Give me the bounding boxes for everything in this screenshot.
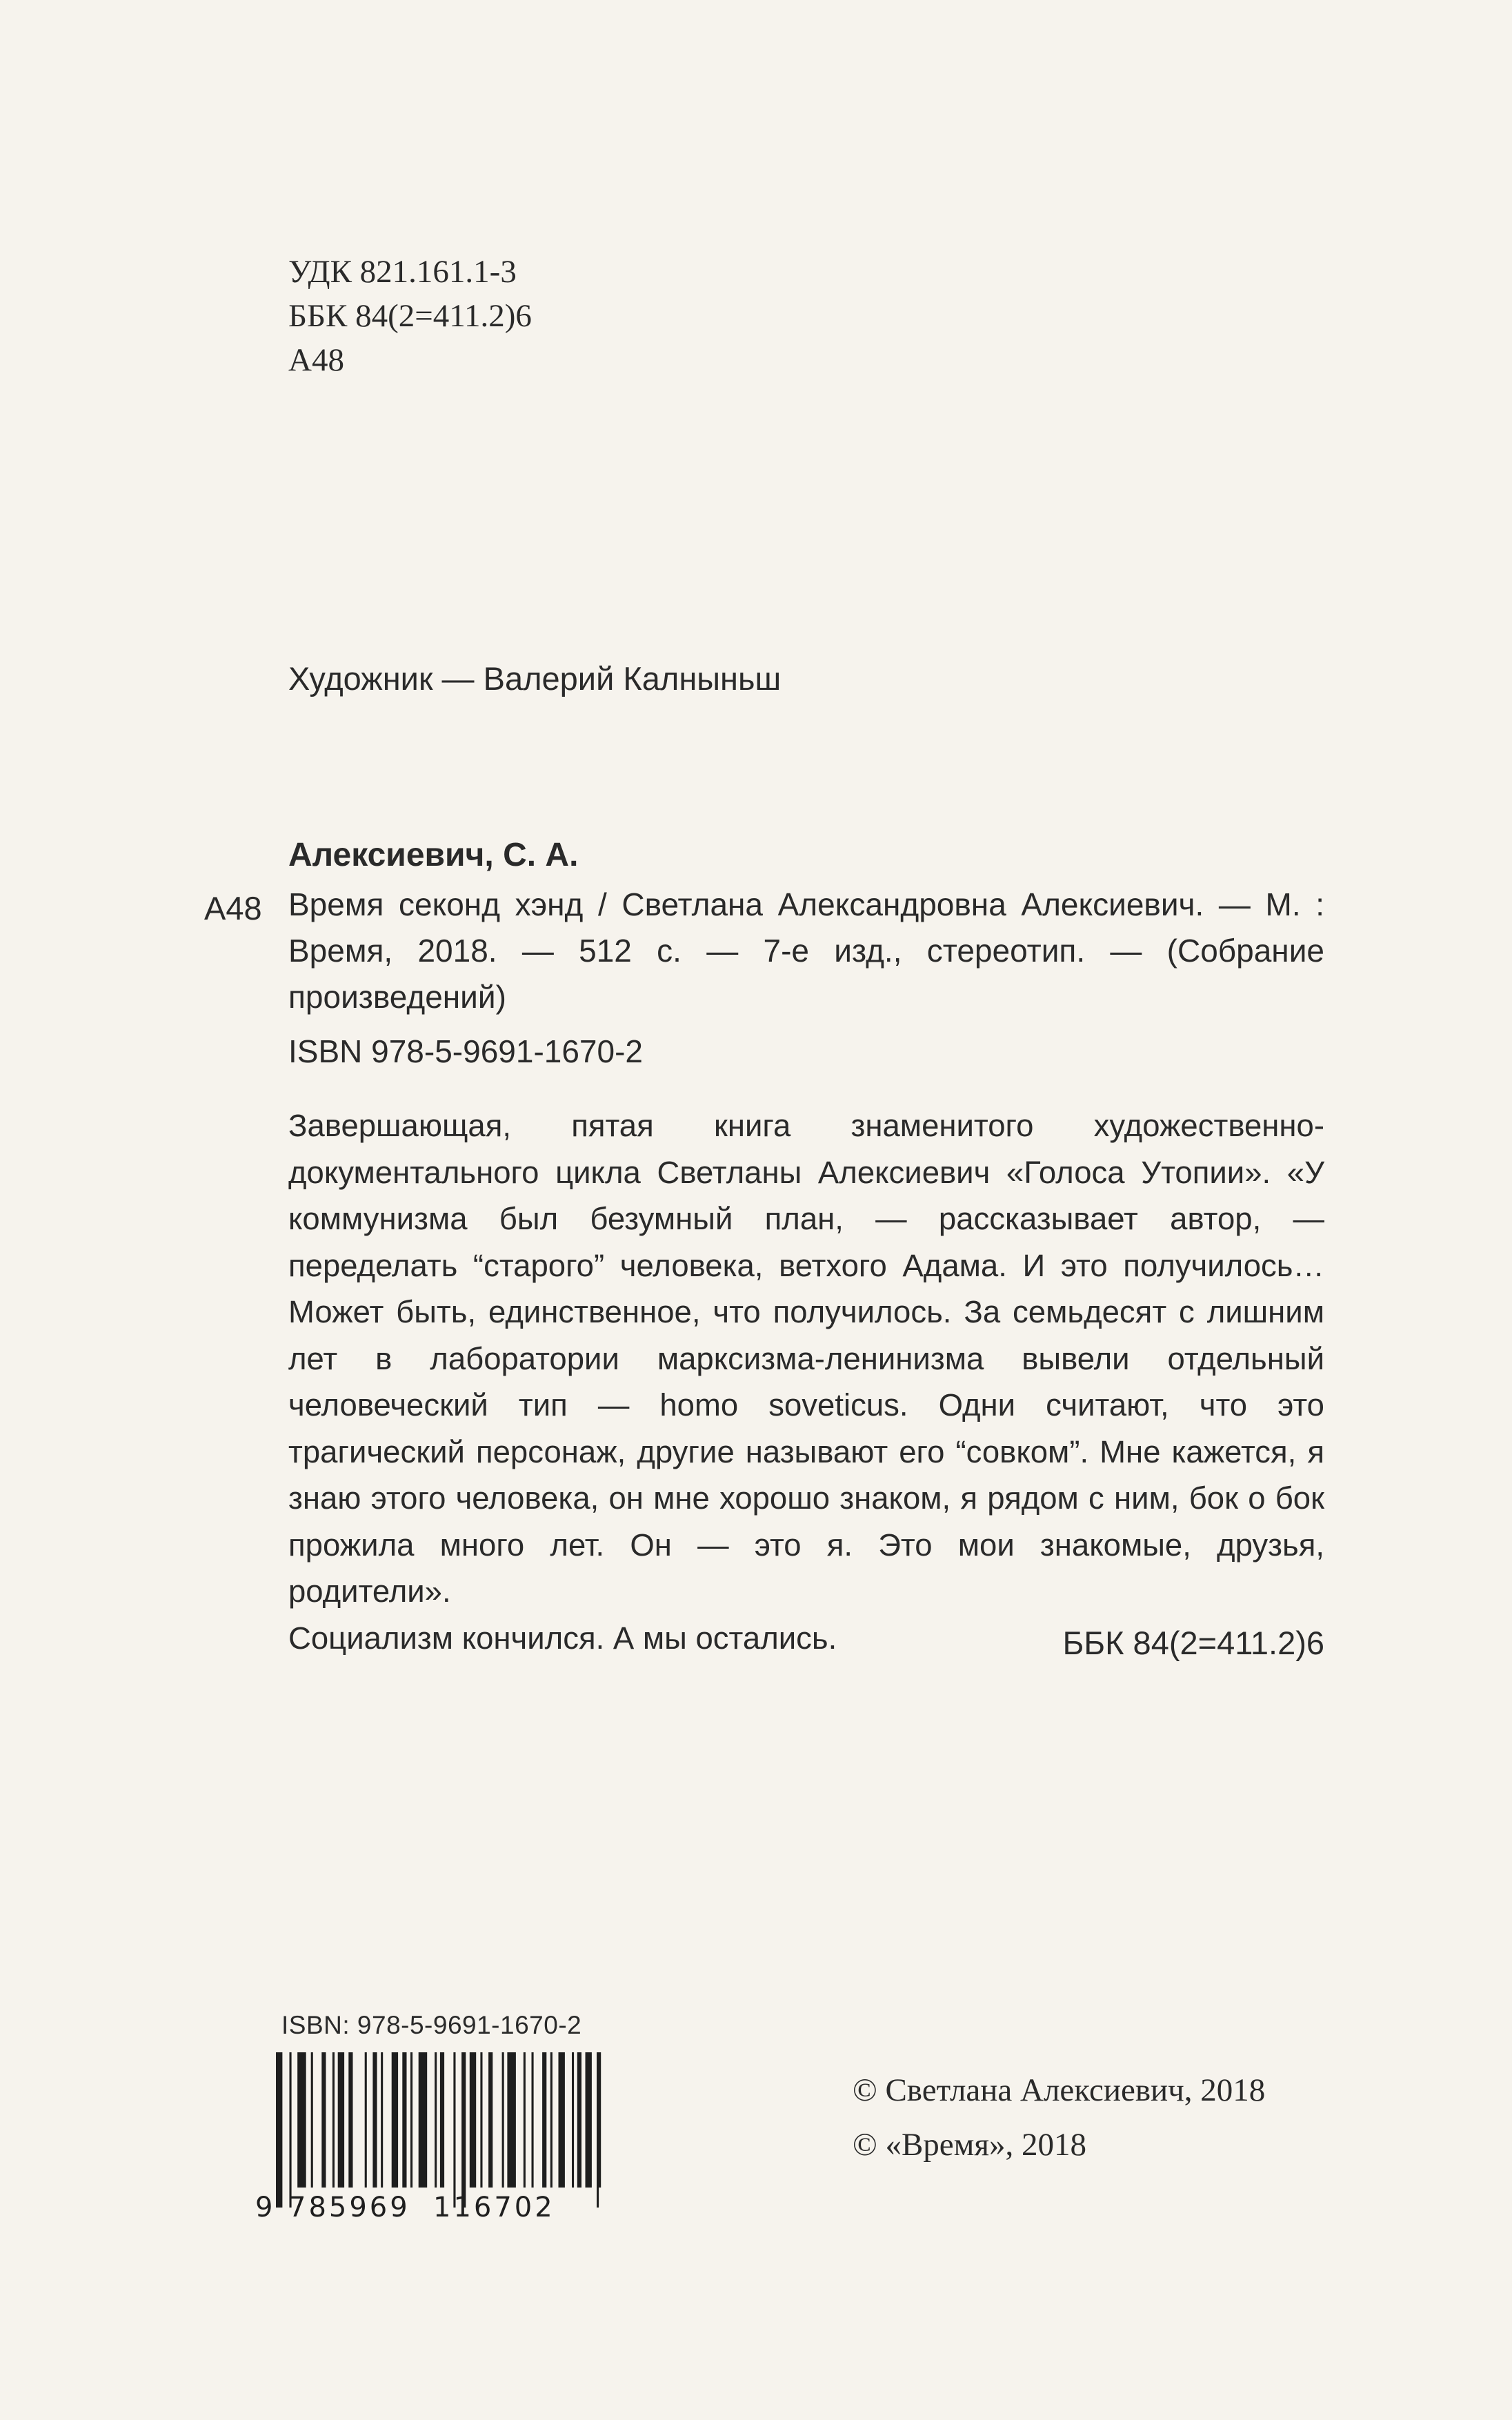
barcode-bar <box>524 2052 526 2188</box>
barcode-bar <box>586 2052 592 2188</box>
author-sign-code: А48 <box>288 342 344 378</box>
barcode-bar <box>410 2052 412 2188</box>
barcode-bar <box>402 2052 406 2188</box>
barcode-bar <box>440 2052 444 2188</box>
barcode-bar <box>365 2052 367 2188</box>
entry-bibliographic-description: Время секонд хэнд / Светлана Александровна Алексиевич. — М. : Время, 2018. — 512 с. — 7-е изд., стереотип. — (Собрание произведений) <box>288 886 1324 1015</box>
barcode-bar <box>550 2052 553 2188</box>
barcode-bar <box>461 2052 466 2208</box>
barcode-bar <box>577 2052 581 2188</box>
barcode-bar <box>597 2052 599 2208</box>
barcode-bar <box>572 2052 574 2188</box>
annotation <box>288 1102 1324 1661</box>
barcode-bar <box>532 2052 534 2188</box>
barcode-bar <box>290 2052 292 2208</box>
barcode-bar <box>348 2052 352 2188</box>
barcode-bar <box>392 2052 398 2188</box>
annotation-text: Завершающая, пятая книга знаменитого художественно-документального цикла Светланы Алексиевич «Голоса Утопии». «У коммунизма был безумный план, — рассказывает автор, — переделать “старого” человека, ветхого Адама. И это получилось… Может быть, единственное, что получилось. За семьдесят с лишним лет в лаборатории марксизма-ленинизма вывели отдельный человеческий тип — homo soveticus. Одни считают, что это трагический персонаж, другие называют его “совком”. Мне кажется, я знаю этого человека, он мне хорошо знаком, я рядом с ним, бок о бок прожила много лет. Он — это я. Это мои знакомые, друзья, родители». <box>288 1108 1324 1609</box>
barcode-digit-first: 9 <box>255 2192 273 2221</box>
barcode-bar <box>480 2052 482 2188</box>
barcode-bar <box>559 2052 565 2188</box>
bbk-code: ББК 84(2=411.2)6 <box>288 298 532 334</box>
annotation-final-line: Социализм кончился. А мы остались. <box>288 1620 837 1656</box>
barcode-bar <box>338 2052 344 2188</box>
barcode-bar <box>419 2052 428 2188</box>
barcode-bar <box>542 2052 546 2188</box>
artist-credit: Художник — Валерий Калныньш <box>288 660 782 697</box>
udk-code: УДК 821.161.1-3 <box>288 254 517 290</box>
copyright-publisher: © «Время», 2018 <box>853 2127 1087 2163</box>
entry-margin-code: А48 <box>204 890 262 926</box>
barcode-bar <box>488 2052 493 2188</box>
barcode-bar <box>435 2052 437 2188</box>
barcode-bar <box>321 2052 326 2188</box>
barcode-bar <box>381 2052 383 2188</box>
barcode-bar <box>502 2052 504 2188</box>
isbn-barcode <box>248 2052 607 2221</box>
barcode-digits-right: 116702 <box>433 2192 555 2221</box>
barcode-bar <box>507 2052 516 2188</box>
bbk-code-bottom: ББК 84(2=411.2)6 <box>1062 1625 1324 1661</box>
barcode-isbn-label: ISBN: 978-5-9691-1670-2 <box>281 2011 582 2039</box>
barcode-bar <box>311 2052 313 2188</box>
entry-author: Алексиевич, С. А. <box>288 837 579 873</box>
barcode-digits-left: 785969 <box>288 2192 410 2221</box>
barcode-bar <box>372 2052 377 2188</box>
barcode-bar <box>276 2052 282 2208</box>
entry-isbn: ISBN 978-5-9691-1670-2 <box>288 1033 643 1069</box>
barcode-bar <box>332 2052 335 2188</box>
barcode-bar <box>470 2052 476 2188</box>
copyright-author: © Светлана Алексиевич, 2018 <box>853 2072 1266 2108</box>
barcode-bar <box>297 2052 306 2188</box>
barcode-bar <box>453 2052 455 2208</box>
